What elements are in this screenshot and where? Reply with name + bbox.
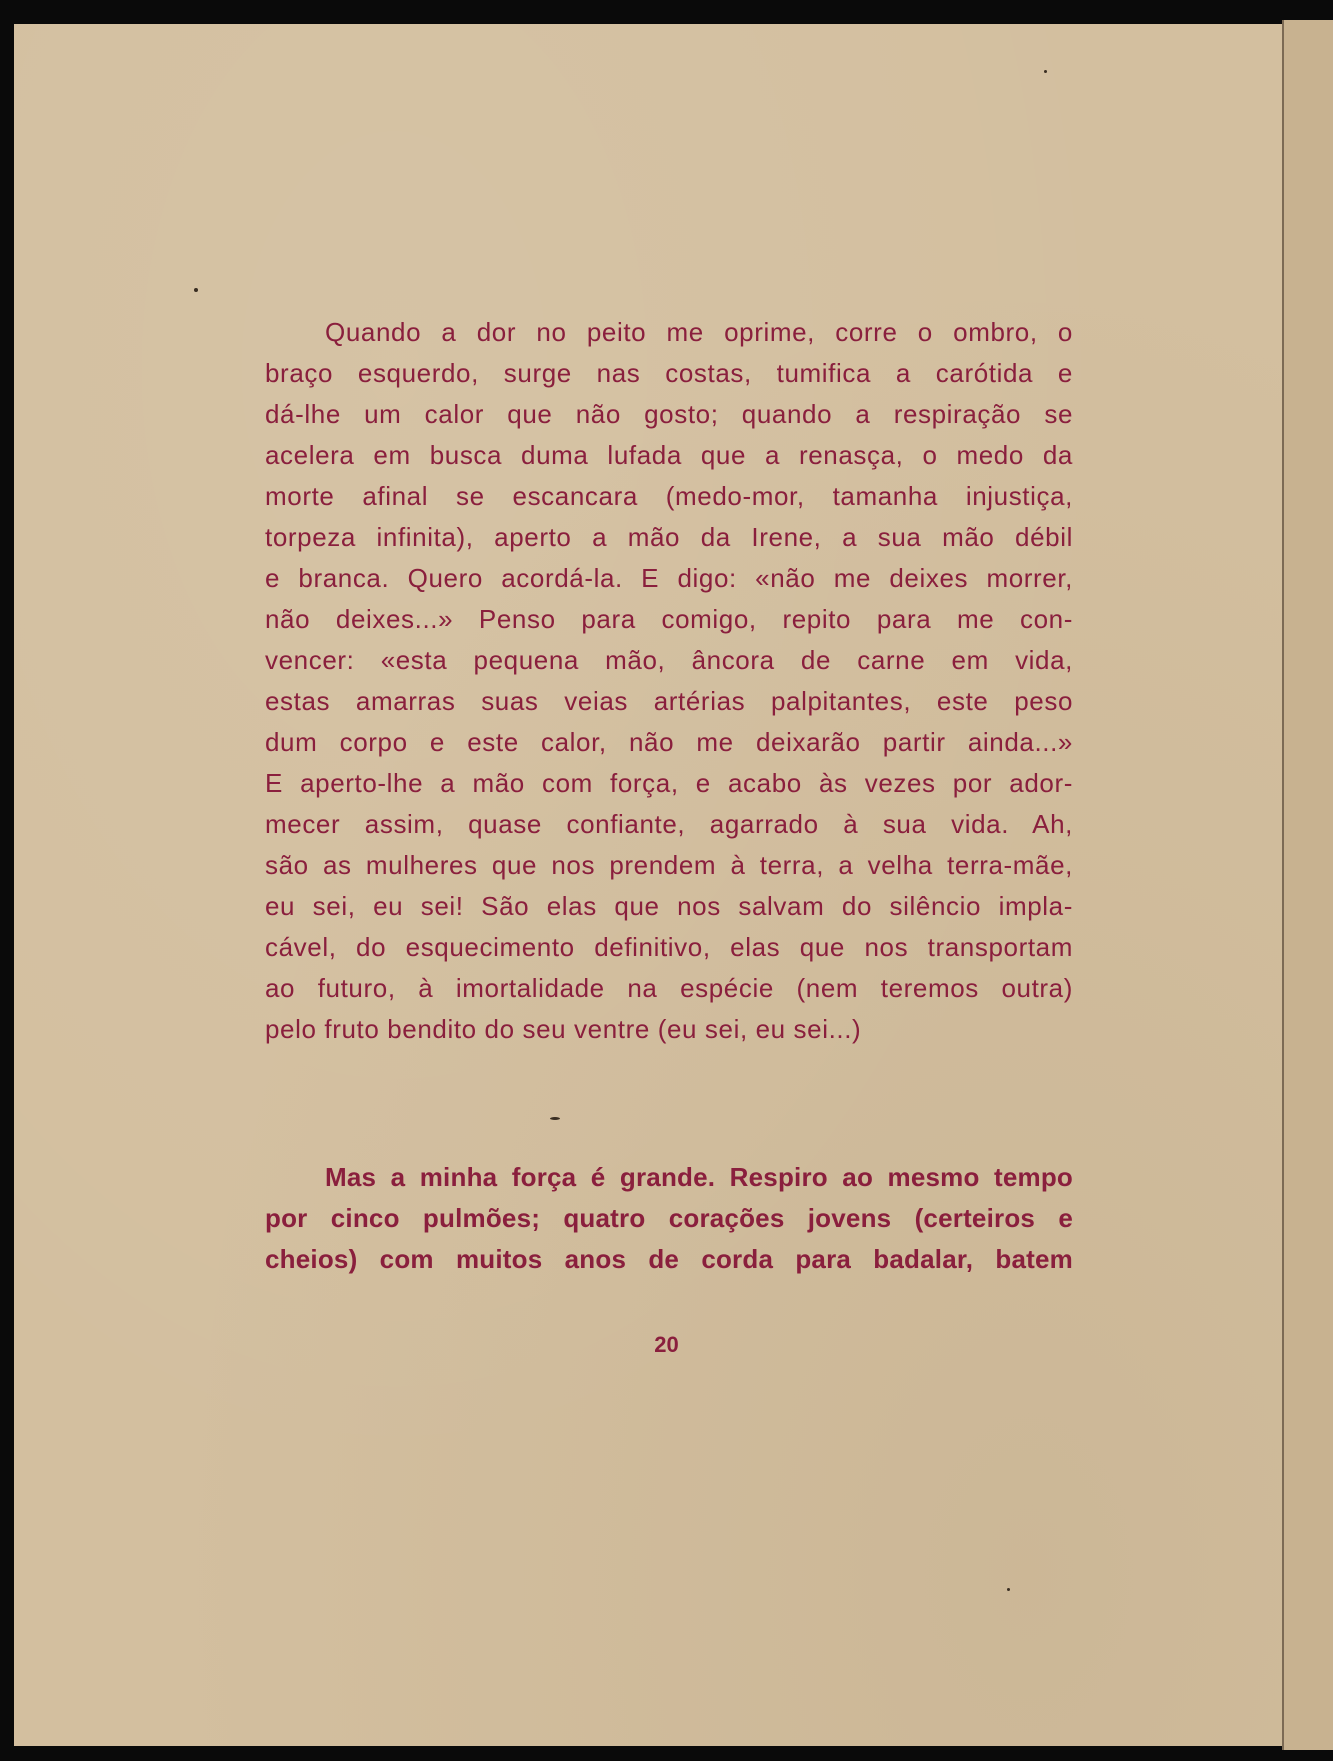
text-line: torpeza infinita), aperto a mão da Irene, a sua mão débil (265, 522, 1073, 552)
text-line: mecer assim, quase confiante, agarrado à sua vida. Ah, (265, 809, 1073, 839)
text-line: cheios) com muitos anos de corda para badalar, batem (265, 1244, 1073, 1274)
text-line: ao futuro, à imortalidade na espécie (nem teremos outra) (265, 973, 1073, 1003)
text-line: dá-lhe um calor que não gosto; quando a respiração se (265, 399, 1073, 429)
paragraph-1 (265, 312, 1073, 1050)
text-line: braço esquerdo, surge nas costas, tumifica a carótida e (265, 358, 1073, 388)
text-line: Mas a minha força é grande. Respiro ao mesmo tempo (325, 1162, 1073, 1192)
text-line: dum corpo e este calor, não me deixarão partir ainda...» (265, 727, 1073, 757)
paper-speck (194, 288, 198, 292)
page-number: 20 (654, 1332, 679, 1357)
text-line: não deixes...» Penso para comigo, repito para me con- (265, 604, 1073, 634)
text-line: vencer: «esta pequena mão, âncora de carne em vida, (265, 645, 1073, 675)
paper-speck (1007, 1588, 1010, 1591)
text-line: pelo fruto bendito do seu ventre (eu sei, eu sei...) (265, 1014, 862, 1044)
next-page-edge (1282, 20, 1333, 1750)
text-line: e branca. Quero acordá-la. E digo: «não me deixes morrer, (265, 563, 1073, 593)
text-line: morte afinal se escancara (medo-mor, tamanha injustiça, (265, 481, 1073, 511)
paragraph-2 (265, 1157, 1073, 1280)
text-line: estas amarras suas veias artérias palpitantes, este peso (265, 686, 1073, 716)
paper-speck (1044, 70, 1047, 73)
paper-speck (550, 1117, 560, 1120)
text-line: cável, do esquecimento definitivo, elas que nos transportam (265, 932, 1073, 962)
text-line: acelera em busca duma lufada que a renasça, o medo da (265, 440, 1073, 470)
text-line: Quando a dor no peito me oprime, corre o ombro, o (325, 317, 1073, 347)
text-line: eu sei, eu sei! São elas que nos salvam do silêncio impla- (265, 891, 1073, 921)
text-line: são as mulheres que nos prendem à terra, a velha terra-mãe, (265, 850, 1073, 880)
text-line: E aperto-lhe a mão com força, e acabo às vezes por ador- (265, 768, 1073, 798)
text-line: por cinco pulmões; quatro corações jovens (certeiros e (265, 1203, 1073, 1233)
